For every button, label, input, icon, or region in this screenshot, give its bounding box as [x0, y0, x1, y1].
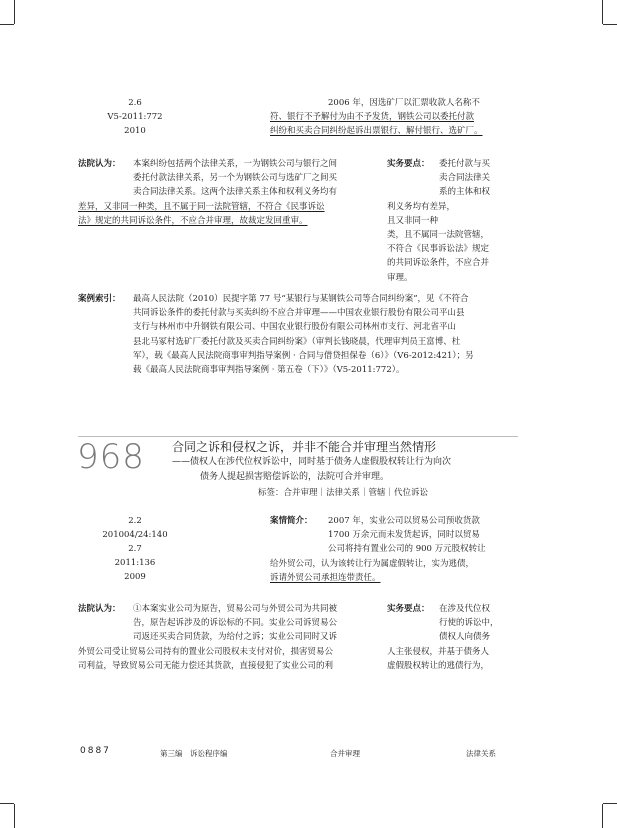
index-line: 最高人民法院（2010）民提字第 77 号“某银行与某钢铁公司等合同纠纷案”，见《不符合 — [133, 294, 469, 304]
crop-mark — [0, 803, 14, 804]
meta-line: 2009 — [124, 572, 146, 582]
brief-line: 公司将持有置业公司的 900 万元股权转让 — [328, 544, 486, 555]
case2-holding — [78, 602, 370, 673]
case-title: 合同之诉和侵权之诉，并非不能合并审理当然情形 — [172, 440, 437, 454]
meta-line: 2.2 — [128, 516, 142, 526]
practice-line: 类，且不属同一法院管辖， — [387, 230, 490, 241]
subtitle-line: ——债权人在涉代位权诉讼中，同时基于债务人虚假股权转让行为向次 — [172, 457, 452, 467]
practice-line: 利义务均有差异， — [387, 201, 456, 212]
practice-line: 不符合《民事诉讼法》规定 — [387, 244, 490, 255]
case1-practice — [387, 157, 515, 285]
holding-line: 司利益，导致贸易公司无能力偿还其货款，直接侵犯了实业公司的利 — [78, 660, 334, 671]
practice-line: 在涉及代位权 — [439, 604, 491, 614]
practice-line: 委托付款与买 — [439, 159, 491, 169]
meta-line: 2.6 — [128, 98, 142, 108]
meta-line: 2010 — [124, 126, 146, 136]
footer-topic: 法律关系 — [466, 749, 496, 758]
case2-brief-label: 案情简介： — [270, 516, 313, 526]
holding-line: 外贸公司受让贸易公司持有的置业公司股权未支付对价，损害贸易公 — [78, 646, 334, 657]
index-line: 共同诉讼条件的委托付款与买卖纠纷不应合并审理——中国农业银行股份有限公司平山县 — [133, 308, 465, 319]
case-tags: 标签：合并审理｜法律关系｜管辖｜代位诉讼 — [258, 488, 429, 498]
practice-line: 且又非同一种 — [387, 215, 439, 226]
crop-mark — [602, 804, 603, 828]
meta-line: 201004/24:140 — [102, 530, 168, 540]
index-line: 军），载《最高人民法院商事审判指导案例 · 合同与借贷担保卷（6）》（V6-2012:421）；另 — [133, 350, 474, 361]
case2-practice-label: 实务要点： — [387, 604, 430, 614]
crop-mark — [603, 24, 617, 25]
case2-practice — [387, 602, 515, 673]
practice-line: 系的主体和权 — [439, 187, 491, 198]
holding-line: 司返还买卖合同货款，为给付之诉；实业公司同时又诉 — [133, 632, 338, 643]
case-subtitle — [172, 455, 451, 485]
case2-meta — [95, 514, 175, 584]
meta-line: V5-2011:772 — [107, 112, 163, 122]
case1-practice-label: 实务要点： — [387, 159, 430, 169]
meta-line: 2011:136 — [114, 558, 156, 568]
holding-line: ①本案实业公司为原告，贸易公司与外贸公司为共同被 — [133, 604, 338, 614]
facts-line: 纠纷和买卖合同纠纷起诉出票银行、解付银行、选矿厂。 — [270, 126, 483, 137]
footer-chapter: 第三编 诉讼程序编 — [160, 749, 228, 758]
practice-line: 人主张侵权，并基于债务人 — [387, 646, 490, 657]
practice-line: 的共同诉讼条件，不应合并 — [387, 258, 490, 269]
crop-mark — [14, 0, 15, 24]
practice-line: 卖合同法律关 — [439, 173, 491, 184]
facts-line: 符、银行不予解付为由不予发货，钢铁公司以委托付款 — [270, 112, 475, 123]
holding-line: 本案纠纷包括两个法律关系，一为钢铁公司与银行之间 — [133, 159, 338, 169]
facts-line: 2006 年，因选矿厂以汇票收款人名称不 — [328, 98, 480, 108]
brief-line: 1700 万余元而未发货起诉，同时以贸易 — [328, 530, 480, 541]
practice-line: 债权人向债务 — [439, 632, 491, 643]
crop-mark — [603, 803, 617, 804]
index-line: 支行与林州市中升钢铁有限公司、中国农业银行股份有限公司林州市支行、河北省平山 — [133, 322, 457, 333]
case2-brief — [270, 514, 510, 585]
crop-mark — [602, 0, 603, 24]
holding-line: 委托付款法律关系，另一个为钢铁公司与选矿厂之间买 — [133, 173, 338, 184]
case2-holding-label: 法院认为： — [78, 604, 121, 614]
holding-line: 告，原告起诉涉及的诉讼标的不同。实业公司诉贸易公 — [133, 618, 338, 629]
practice-line: 虚假股权转让的逃债行为， — [387, 660, 490, 671]
practice-line: 审理。 — [387, 272, 413, 283]
case1-facts — [270, 96, 508, 139]
practice-line: 行使的诉讼中， — [439, 618, 499, 629]
case1-holding-label: 法院认为： — [78, 159, 121, 169]
crop-mark — [0, 24, 14, 25]
case1-meta — [95, 96, 175, 138]
crop-mark — [14, 804, 15, 828]
index-line: 县北马冢村选矿厂委托付款及买卖合同纠纷案》（审判长钱晓晨，代理审判员王富博、杜 — [133, 336, 461, 347]
case-number: 968 — [77, 437, 145, 477]
holding-line: 差异，又非同一种类，且不属于同一法院管辖，不符合《民事诉讼 — [78, 201, 325, 212]
holding-line: 法》规定的共同诉讼条件，不应合并审理，故裁定发回重审。 — [78, 215, 308, 226]
page-number: 0887 — [80, 746, 111, 756]
subtitle-line: 债务人提起损害赔偿诉讼的，法院可合并审理。 — [200, 472, 390, 482]
holding-line: 卖合同法律关系。这两个法律关系主体和权利义务均有 — [133, 187, 338, 198]
case1-index-label: 案例索引： — [78, 294, 121, 304]
case1-holding — [78, 157, 370, 228]
case1-index — [133, 292, 505, 377]
meta-line: 2.7 — [128, 544, 142, 554]
brief-line: 2007 年，实业公司以贸易公司预收货款 — [328, 516, 480, 526]
footer-section: 合并审理 — [330, 749, 360, 758]
index-line: 载《最高人民法院商事审判指导案例 · 第五卷（下）》（V5-2011:772）。 — [133, 365, 405, 376]
brief-line: 诉请外贸公司承担连带责任。 — [270, 572, 381, 583]
brief-line: 给外贸公司，认为该转让行为属虚假转让，实为逃债， — [270, 558, 475, 569]
